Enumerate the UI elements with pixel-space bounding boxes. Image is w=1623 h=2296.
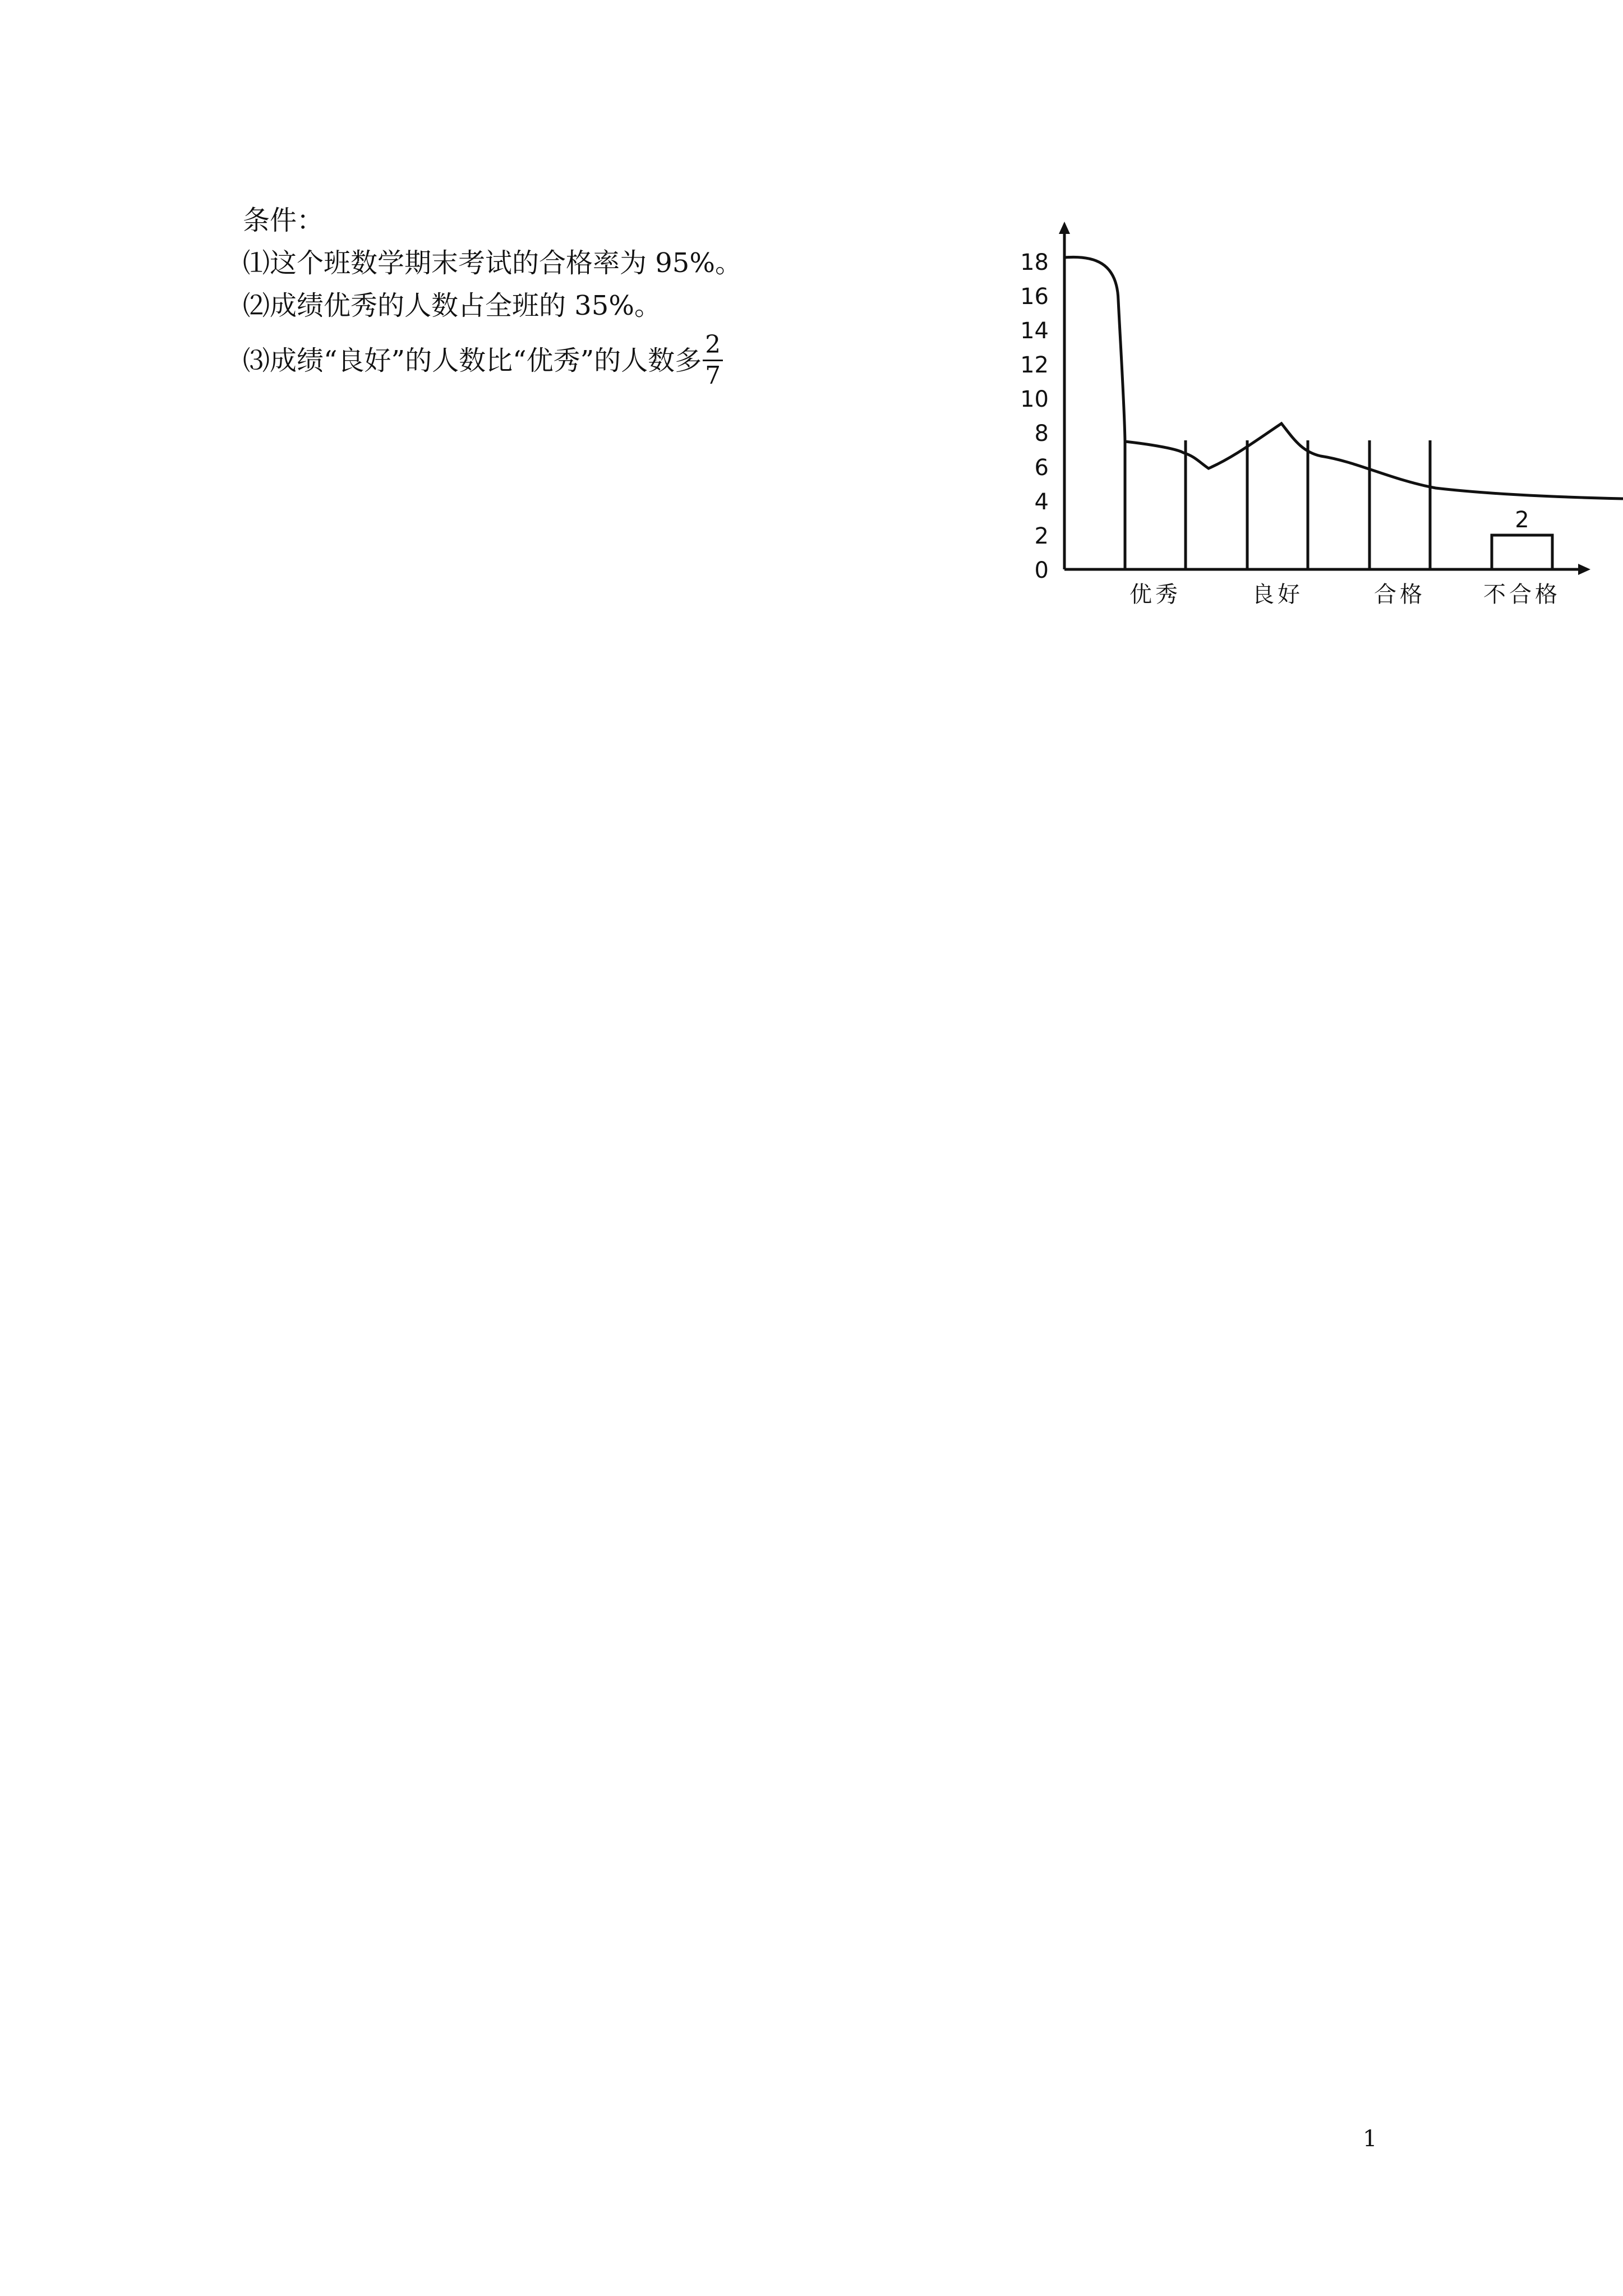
fraction-two-sevenths — [703, 330, 723, 390]
y-tick-label: 8 — [1034, 421, 1049, 447]
conditions-heading: 条件： — [243, 205, 324, 236]
y-tick-label: 10 — [1020, 386, 1049, 412]
bar-chart — [998, 222, 1623, 614]
torn-paper-edge — [1064, 257, 1623, 499]
fraction-denominator: 7 — [705, 361, 721, 390]
fraction-numerator: 2 — [703, 333, 723, 361]
bar — [1492, 535, 1552, 569]
conditions-block — [243, 199, 860, 390]
category-label: 不合格 — [1483, 582, 1561, 608]
y-axis-arrow-icon — [1059, 222, 1070, 234]
condition-3 — [243, 330, 860, 390]
condition-1: ⑴这个班数学期末考试的合格率为 95%。 — [243, 247, 742, 279]
y-tick-label: 18 — [1020, 250, 1049, 275]
x-axis-arrow-icon — [1578, 564, 1590, 575]
y-tick-label: 12 — [1020, 352, 1049, 378]
category-label: 合格 — [1374, 582, 1426, 608]
category-label: 良好 — [1252, 582, 1303, 608]
condition-2: ⑵成绩优秀的人数占全班的 35%。 — [243, 290, 661, 321]
y-tick-label: 6 — [1034, 455, 1049, 481]
y-tick-label: 0 — [1034, 558, 1049, 583]
y-tick-labels — [1020, 250, 1049, 583]
page-number: 1 — [1363, 2126, 1377, 2152]
condition-3-text: ⑶成绩“良好”的人数比“优秀”的人数多 — [243, 345, 702, 376]
category-label: 优秀 — [1129, 582, 1181, 608]
bar-value-label: 2 — [1515, 507, 1529, 533]
axes — [1059, 222, 1590, 575]
x-tick-labels — [1129, 582, 1561, 608]
y-tick-label: 14 — [1020, 318, 1049, 344]
y-tick-label: 16 — [1020, 284, 1049, 310]
y-tick-label: 2 — [1034, 523, 1049, 549]
y-tick-label: 4 — [1034, 489, 1049, 515]
